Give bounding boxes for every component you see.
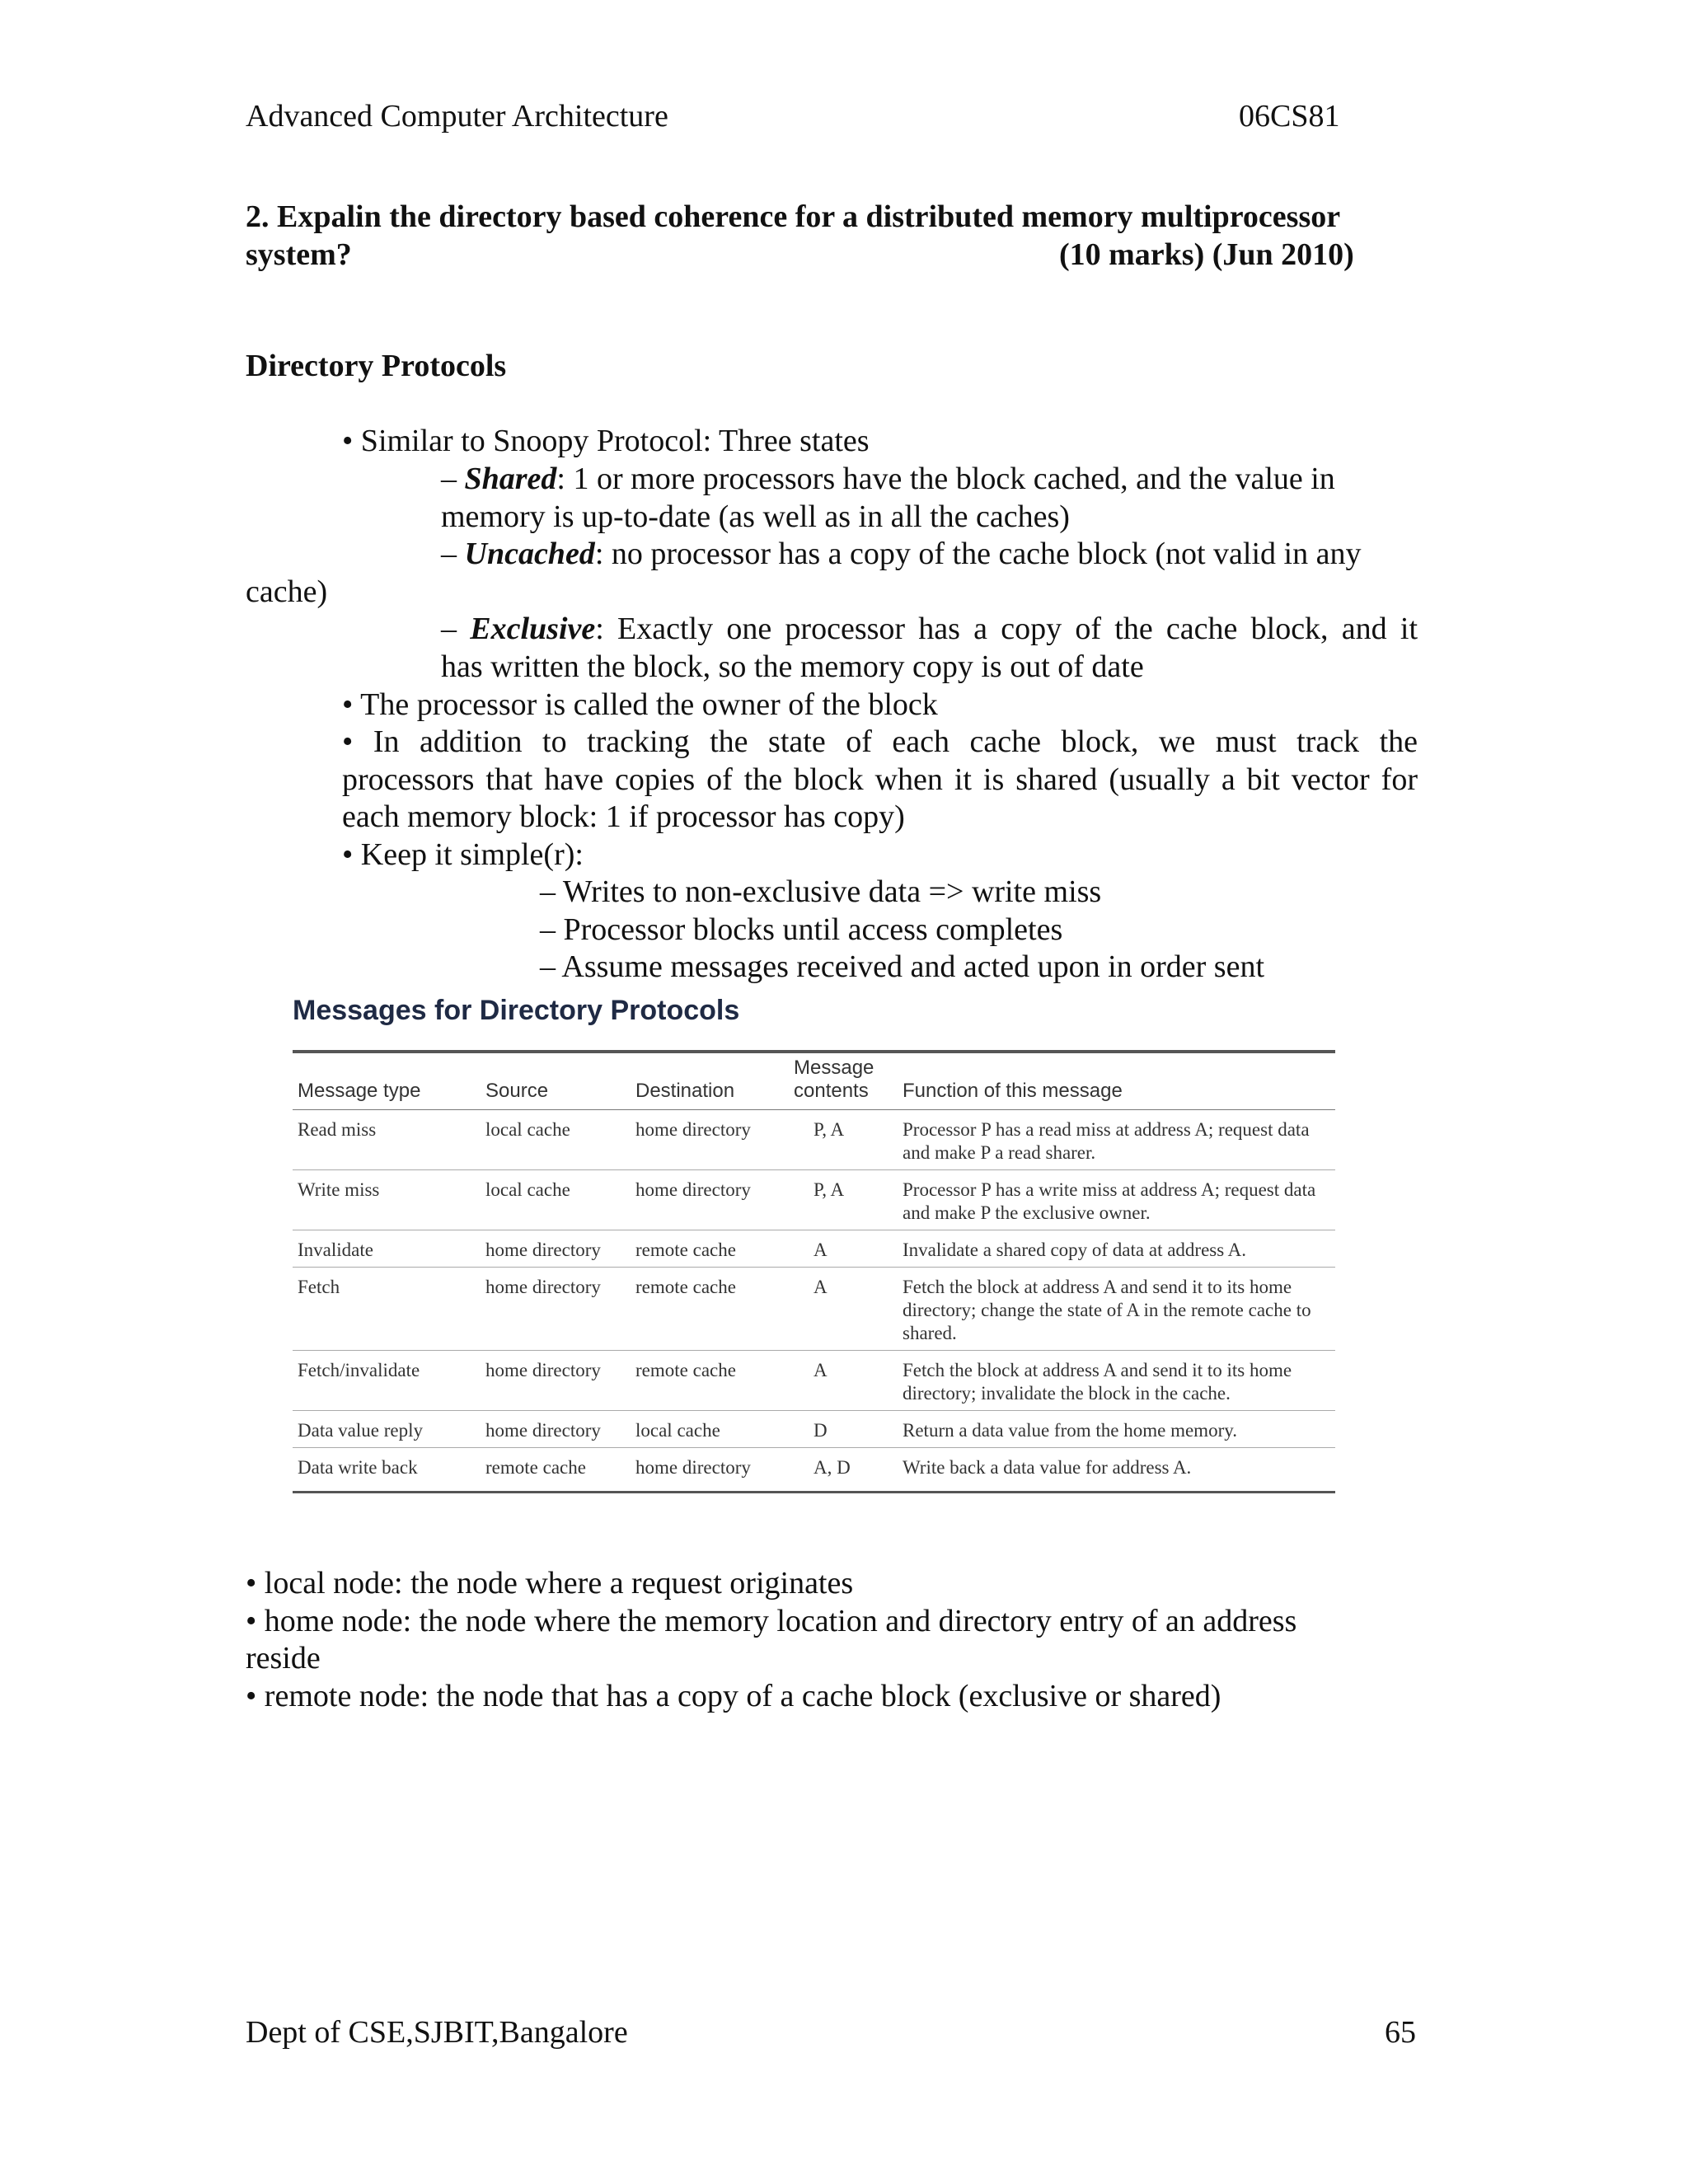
figure-title: Messages for Directory Protocols xyxy=(293,995,740,1026)
table-header-row xyxy=(293,1052,1335,1110)
def-remote-node: • remote node: the node that has a copy of a cache block (exclusive or shared) xyxy=(246,1679,1221,1713)
state-uncached: – Uncached: no processor has a copy of the cache block (not valid in any xyxy=(441,537,1362,571)
table-row xyxy=(293,1268,1335,1351)
def-local-node: • local node: the node where a request originates xyxy=(246,1566,854,1601)
table-row xyxy=(293,1351,1335,1411)
question-line2-left: system? xyxy=(246,237,352,272)
bullet-tracking-line2: processors that have copies of the block when it is shared (usually a bit vector for xyxy=(342,762,1418,797)
state-exclusive-line2: has written the block, so the memory copy is out of date xyxy=(441,649,1144,684)
cell-type: Invalidate xyxy=(293,1230,481,1268)
cell-destination: remote cache xyxy=(631,1351,789,1411)
col-function: Function of this message xyxy=(898,1052,1335,1110)
col-message-contents: Message contents xyxy=(789,1052,898,1110)
bullet-tracking-line1: • In addition to tracking the state of each cache block, we must track the xyxy=(342,724,1418,759)
term-exclusive: Exclusive xyxy=(470,612,596,646)
cell-function: Fetch the block at address A and send it to its home directory; change the state of A in the remote cache to shared. xyxy=(898,1268,1335,1351)
table-row xyxy=(293,1230,1335,1268)
cell-source: local cache xyxy=(481,1170,631,1230)
question-marks: (10 marks) (Jun 2010) xyxy=(1059,237,1354,272)
question-line1: 2. Expalin the directory based coherence for a distributed memory multiprocessor xyxy=(246,199,1341,234)
table-row xyxy=(293,1411,1335,1448)
col-message-type: Message type xyxy=(293,1052,481,1110)
header-code: 06CS81 xyxy=(1239,99,1340,134)
section-title: Directory Protocols xyxy=(246,349,507,383)
bullet-owner: • The processor is called the owner of the block xyxy=(342,687,938,722)
cell-source: home directory xyxy=(481,1411,631,1448)
state-shared-line2: memory is up-to-date (as well as in all the caches) xyxy=(441,499,1070,534)
table-row xyxy=(293,1170,1335,1230)
def-home-node-line2: reside xyxy=(246,1641,321,1675)
col-source: Source xyxy=(481,1052,631,1110)
cell-destination: home directory xyxy=(631,1170,789,1230)
cell-function: Processor P has a write miss at address A; request data and make P the exclusive owner. xyxy=(898,1170,1335,1230)
term-uncached: Uncached xyxy=(464,537,595,571)
bullet-three-states: • Similar to Snoopy Protocol: Three states xyxy=(342,424,870,458)
cell-type: Fetch xyxy=(293,1268,481,1351)
sub-message-order: – Assume messages received and acted upon in order sent xyxy=(540,949,1265,984)
cell-source: home directory xyxy=(481,1351,631,1411)
term-shared: Shared xyxy=(464,462,557,496)
cell-source: local cache xyxy=(481,1110,631,1170)
cell-source: remote cache xyxy=(481,1448,631,1493)
def-home-node: • home node: the node where the memory location and directory entry of an address xyxy=(246,1604,1297,1638)
cell-source: home directory xyxy=(481,1268,631,1351)
table-row xyxy=(293,1448,1335,1493)
cell-destination: remote cache xyxy=(631,1268,789,1351)
cell-function: Processor P has a read miss at address A; request data and make P a read sharer. xyxy=(898,1110,1335,1170)
cell-contents: P, A xyxy=(789,1110,898,1170)
footer-page-number: 65 xyxy=(1385,2015,1416,2050)
bullet-keep-simple: • Keep it simple(r): xyxy=(342,837,584,872)
cell-source: home directory xyxy=(481,1230,631,1268)
cell-contents: A, D xyxy=(789,1448,898,1493)
cell-function: Invalidate a shared copy of data at address A. xyxy=(898,1230,1335,1268)
state-shared: – Shared: 1 or more processors have the block cached, and the value in xyxy=(441,462,1335,496)
table-row xyxy=(293,1110,1335,1170)
bullet-tracking-line3: each memory block: 1 if processor has copy) xyxy=(342,799,905,834)
cell-contents: A xyxy=(789,1268,898,1351)
cell-destination: home directory xyxy=(631,1448,789,1493)
cell-function: Fetch the block at address A and send it to its home directory; invalidate the block in the cache. xyxy=(898,1351,1335,1411)
cell-destination: local cache xyxy=(631,1411,789,1448)
cell-contents: A xyxy=(789,1351,898,1411)
cell-contents: P, A xyxy=(789,1170,898,1230)
cell-type: Read miss xyxy=(293,1110,481,1170)
cell-type: Write miss xyxy=(293,1170,481,1230)
header-course: Advanced Computer Architecture xyxy=(246,99,668,134)
cell-function: Return a data value from the home memory. xyxy=(898,1411,1335,1448)
cell-type: Fetch/invalidate xyxy=(293,1351,481,1411)
state-exclusive: – Exclusive: Exactly one processor has a copy of the cache block, and it xyxy=(441,612,1418,646)
cell-function: Write back a data value for address A. xyxy=(898,1448,1335,1493)
col-destination: Destination xyxy=(631,1052,789,1110)
cell-destination: remote cache xyxy=(631,1230,789,1268)
messages-table xyxy=(293,1050,1335,1493)
state-uncached-line2: cache) xyxy=(246,574,328,609)
cell-contents: D xyxy=(789,1411,898,1448)
cell-contents: A xyxy=(789,1230,898,1268)
sub-processor-blocks: – Processor blocks until access completes xyxy=(540,912,1063,947)
sub-write-miss: – Writes to non-exclusive data => write miss xyxy=(540,874,1102,909)
footer-dept: Dept of CSE,SJBIT,Bangalore xyxy=(246,2015,628,2050)
cell-destination: home directory xyxy=(631,1110,789,1170)
cell-type: Data value reply xyxy=(293,1411,481,1448)
cell-type: Data write back xyxy=(293,1448,481,1493)
